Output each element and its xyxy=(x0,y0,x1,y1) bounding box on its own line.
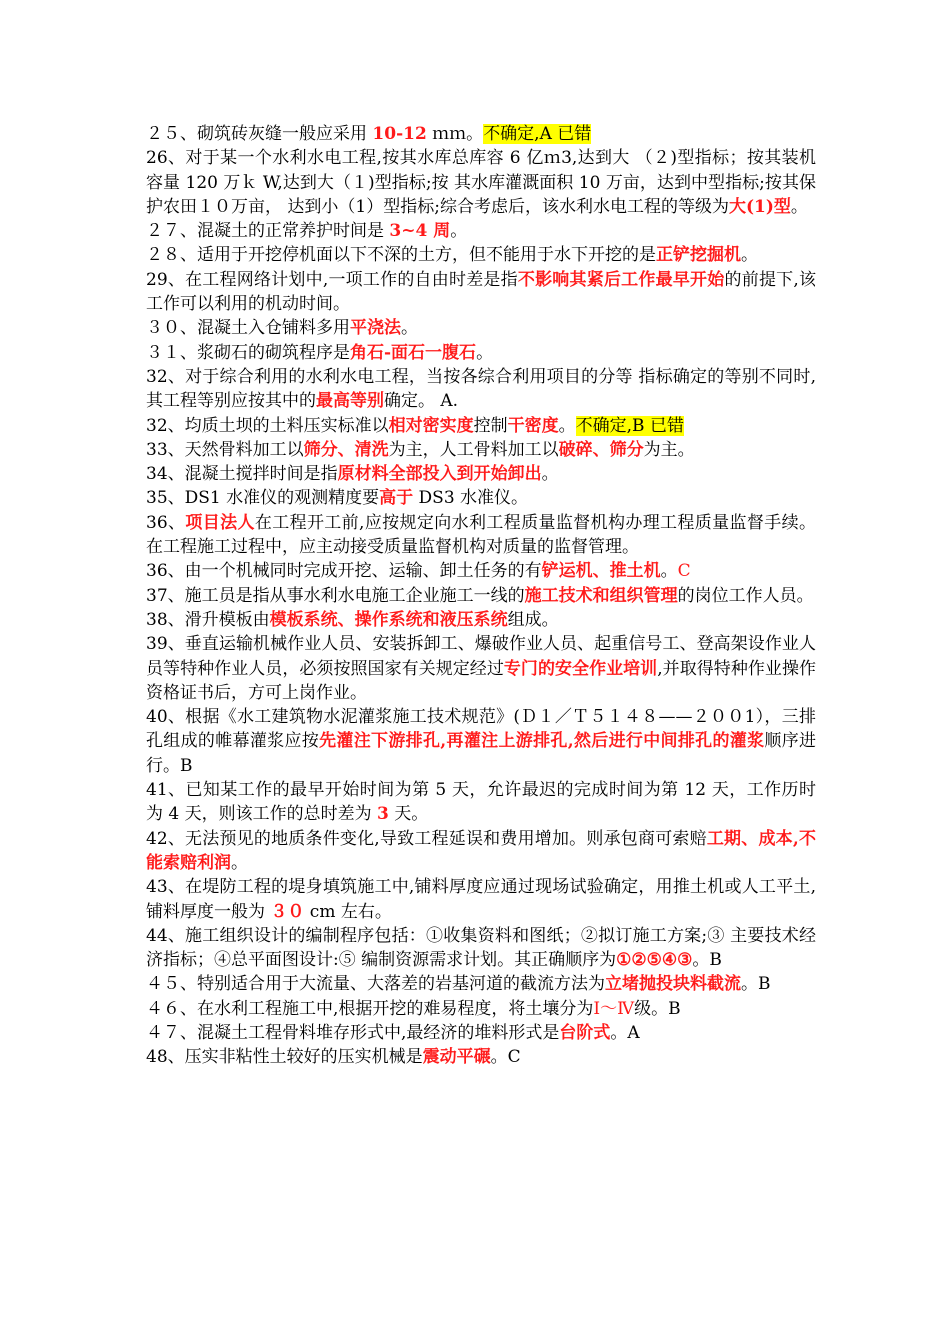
text-run: ３１、浆砌石的砌筑程序是 xyxy=(146,342,350,363)
answer-highlight: 平浇法 xyxy=(350,318,401,339)
text-run: 。B xyxy=(692,950,722,971)
question-paragraph xyxy=(146,146,816,219)
answer-highlight: 破碎、筛分 xyxy=(558,439,644,460)
text-run: 级。B xyxy=(634,998,681,1019)
question-paragraph xyxy=(146,972,816,996)
text-run: 控制 xyxy=(473,415,508,436)
text-run: 。C xyxy=(490,1047,521,1068)
question-paragraph xyxy=(146,414,816,438)
text-run: 天。 xyxy=(388,804,429,825)
text-run: ,并取得特种作业操作资格证书后，方可上岗作业。 xyxy=(146,658,817,703)
answer-highlight: 最高等别 xyxy=(316,391,384,412)
answer-highlight: 先灌注下游排孔,再灌注上游排孔,然后进行中间排孔的灌浆 xyxy=(319,731,765,752)
text-run: 。 xyxy=(401,318,418,339)
text-run: 。 xyxy=(541,464,559,485)
text-run: 48、压实非粘性土较好的压实机械是 xyxy=(146,1047,423,1068)
answer-highlight: 干密度 xyxy=(507,415,559,436)
answer-highlight: 相对密实度 xyxy=(388,415,474,436)
text-run: 33、天然骨料加工以 xyxy=(146,439,304,460)
text-run: 39、垂直运输机械作业人员、安装拆卸工、爆破作业人员、起重信号工、登高架设作业人员等特种作业人员，必须按照国家有关规定经过 xyxy=(146,634,816,679)
text-run: 36、 xyxy=(146,512,186,533)
question-paragraph xyxy=(146,219,816,243)
question-paragraph xyxy=(146,341,816,365)
question-paragraph xyxy=(146,559,816,583)
answer-highlight: 角石-面石一腹石 xyxy=(350,342,477,363)
text-run: cm 左右。 xyxy=(304,901,392,922)
text-run: 。 xyxy=(476,342,494,363)
answer-highlight: C xyxy=(677,561,691,582)
question-paragraph xyxy=(146,462,816,486)
answer-highlight: 铲运机、推土机 xyxy=(541,561,661,582)
text-run: 。 xyxy=(450,221,468,242)
question-paragraph xyxy=(146,875,816,924)
text-run: 组成。 xyxy=(507,609,559,630)
answer-highlight: 筛分、清洗 xyxy=(303,439,389,460)
text-run: 38、滑升模板由 xyxy=(146,609,270,630)
text-run: ２５、砌筑砖灰缝一般应采用 xyxy=(146,124,373,144)
answer-highlight: 原材料全部投入到开始卸出 xyxy=(337,464,542,485)
answer-highlight: Ⅰ～Ⅳ xyxy=(593,998,635,1019)
text-run: 的前提下,该工作可以利用的机动时间。 xyxy=(146,269,816,315)
text-run: ２７、混凝土的正常养护时间是 xyxy=(146,221,390,242)
text-run: 42、无法预见的地质条件变化,导致工程延误和费用增加。则承包商可索赔 xyxy=(146,828,707,849)
answer-highlight: ３０ xyxy=(270,901,305,922)
text-run: 的岗位工作人员。 xyxy=(677,585,814,606)
text-run: 41、已知某工作的最早开始时间为第 5 天，允许最迟的完成时间为第 12 天，工作历时为 4 天，则该工作的总时差为 xyxy=(146,780,816,825)
answer-highlight: 10-12 xyxy=(372,124,427,144)
answer-highlight: 大(1)型 xyxy=(728,196,791,217)
text-run: 34、混凝土搅拌时间是指 xyxy=(146,464,338,485)
answer-highlight: ①②⑤④③ xyxy=(616,950,693,971)
document-page xyxy=(146,122,816,1070)
text-run: 。 xyxy=(660,561,678,582)
text-run: ｍｍ。 xyxy=(426,124,484,144)
text-run: ３０、混凝土入仓铺料多用 xyxy=(146,318,350,339)
question-paragraph xyxy=(146,243,816,267)
question-paragraph xyxy=(146,1045,816,1069)
answer-highlight: 高于 xyxy=(379,488,414,509)
answer-highlight: 3 xyxy=(377,804,389,825)
question-paragraph xyxy=(146,438,816,462)
question-paragraph xyxy=(146,511,816,560)
text-run: 43、在堤防工程的堤身填筑施工中,铺料厚度应通过现场试验确定，用推土机或人工平土,铺料厚度一般为 xyxy=(146,877,816,922)
question-paragraph xyxy=(146,997,816,1021)
text-run: DS3 水准仪。 xyxy=(413,488,529,509)
question-paragraph xyxy=(146,365,816,414)
question-paragraph xyxy=(146,122,816,146)
question-paragraph xyxy=(146,632,816,705)
question-paragraph xyxy=(146,778,816,827)
answer-highlight: 台阶式 xyxy=(559,1022,611,1043)
answer-highlight: 立堵抛投块料截流 xyxy=(605,974,741,995)
yellow-note: 不确定,A 已错 xyxy=(483,124,592,144)
answer-highlight: 工期、成本,不能索赔利润 xyxy=(146,828,816,873)
text-run: 35、DS1 水准仪的观测精度要 xyxy=(146,488,380,509)
question-paragraph xyxy=(146,924,816,973)
text-run: 32、均质土坝的土料压实标准以 xyxy=(146,415,389,436)
text-run: 。A xyxy=(610,1022,640,1043)
answer-highlight: 不影响其紧后工作最早开始 xyxy=(517,269,725,290)
text-run: 顺序进行。B xyxy=(146,731,817,776)
text-run: ４７、混凝土工程骨料堆存形式中,最经济的堆料形式是 xyxy=(146,1022,560,1043)
question-paragraph xyxy=(146,268,816,317)
text-run: ２８、适用于开挖停机面以下不深的土方，但不能用于水下开挖的是 xyxy=(146,245,656,266)
text-run: 32、对于综合利用的水利水电工程，当按各综合利用项目的分等 指标确定的等别不同时,其工程等别应按其中的 xyxy=(146,366,816,412)
text-run: 为主。 xyxy=(643,439,695,460)
question-paragraph xyxy=(146,486,816,510)
text-run: 44、施工组织设计的编制程序包括：①收集资料和图纸；②拟订施工方案;③ 主要技术经济指标；④总平面图设计:⑤ 编制资源需求计划。其正确顺序为 xyxy=(146,925,816,971)
question-paragraph xyxy=(146,608,816,632)
text-run: 37、施工员是指从事水利水电施工企业施工一线的 xyxy=(146,585,525,606)
question-paragraph xyxy=(146,1021,816,1045)
question-paragraph xyxy=(146,316,816,340)
text-run: 36、由一个机械同时完成开挖、运输、卸土任务的有 xyxy=(146,561,542,582)
answer-highlight: 施工技术和组织管理 xyxy=(524,585,678,606)
text-run: ４５、特别适合用于大流量、大落差的岩基河道的截流方法为 xyxy=(146,974,605,995)
question-paragraph xyxy=(146,584,816,608)
text-run: 。 xyxy=(231,852,248,873)
answer-highlight: 专门的安全作业培训 xyxy=(503,658,658,679)
answer-highlight: 震动平碾 xyxy=(422,1047,491,1068)
text-run: 为主，人工骨料加工以 xyxy=(388,439,559,460)
text-run: 确定。 A. xyxy=(384,391,459,412)
answer-highlight: 模板系统、操作系统和液压系统 xyxy=(269,609,508,630)
yellow-note: 不确定,B 已错 xyxy=(575,415,684,436)
text-run: 。 xyxy=(790,196,808,217)
text-run: 29、在工程网络计划中,一项工作的自由时差是指 xyxy=(146,269,518,290)
text-run: 。B xyxy=(741,974,771,995)
text-run: 26、对于某一个水利水电工程,按其水库总库容 6 亿ｍ3,达到大 （２)型指标；按其装机容量 120 万ｋ W,达到大（１)型指标;按 其水库灌溉面积 10 万亩，达到中型指标;按其保护农田１０万亩， 达到小（1）型指标;综合考虑后，该水利水电工程的等级为 xyxy=(146,148,816,217)
text-run: 。 xyxy=(741,245,758,266)
text-run: 在工程开工前,应按规定向水利工程质量监督机构办理工程质量监督手续。在工程施工过程中，应主动接受质量监督机构对质量的监督管理。 xyxy=(146,512,816,558)
text-run: 40、根据《水工建筑物水泥灌浆施工技术规范》(Ｄ１／Ｔ５１４８——２００1），三排孔组成的帷幕灌浆应按 xyxy=(146,707,816,752)
answer-highlight: 项目法人 xyxy=(185,512,255,533)
text-run: 。 xyxy=(558,415,576,436)
answer-highlight: 3~4 周 xyxy=(389,221,451,242)
answer-highlight: 正铲挖掘机 xyxy=(656,245,741,266)
text-run: ４６、在水利工程施工中,根据开挖的难易程度，将土壤分为 xyxy=(146,998,594,1019)
question-paragraph xyxy=(146,705,816,778)
question-paragraph xyxy=(146,827,816,876)
